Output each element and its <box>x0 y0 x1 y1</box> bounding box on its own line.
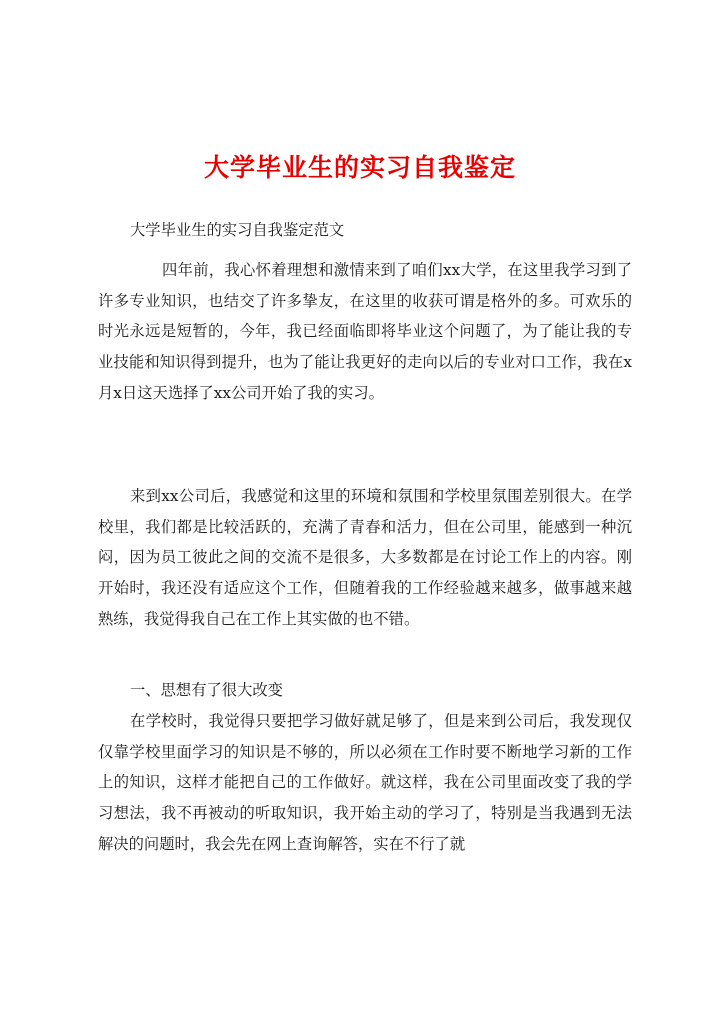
paragraph-2: 来到xx公司后，我感觉和这里的环境和氛围和学校里氛围差别很大。在学校里，我们都是比较活跃的，充满了青春和活力，但在公司里，能感到一种沉闷，因为员工彼此之间的交流不是很多，大多数都是在讨论工作上的内容。刚开始时，我还没有适应这个工作，但随着我的工作经验越来越多，做事越来越熟练，我觉得我自己在工作上其实做的也不错。 <box>98 487 632 628</box>
document-title: 大学毕业生的实习自我鉴定 <box>203 153 516 182</box>
document-subtitle: 大学毕业生的实习自我鉴定范文 <box>130 221 345 239</box>
section-heading: 一、思想有了很大改变 <box>130 681 283 699</box>
paragraph-3: 在学校时，我觉得只要把学习做好就足够了，但是来到公司后，我发现仅仅靠学校里面学习的知识是不够的，所以必须在工作时要不断地学习新的工作上的知识，这样才能把自己的工作做好。就这样，我在公司里面改变了我的学习想法，我不再被动的听取知识，我开始主动的学习了，特别是当我遇到无法解决的问题时，我会先在网上查询解答，实在不行了就 <box>98 712 632 853</box>
paragraph-1: 四年前，我心怀着理想和激情来到了咱们xx大学，在这里我学习到了许多专业知识，也结交了许多挚友，在这里的收获可谓是格外的多。可欢乐的时光永远是短暂的，今年，我已经面临即将毕业这个问题了，为了能让我的专业技能和知识得到提升，也为了能让我更好的走向以后的专业对口工作，我在x月x日这天选择了xx公司开始了我的实习。 <box>98 261 632 402</box>
